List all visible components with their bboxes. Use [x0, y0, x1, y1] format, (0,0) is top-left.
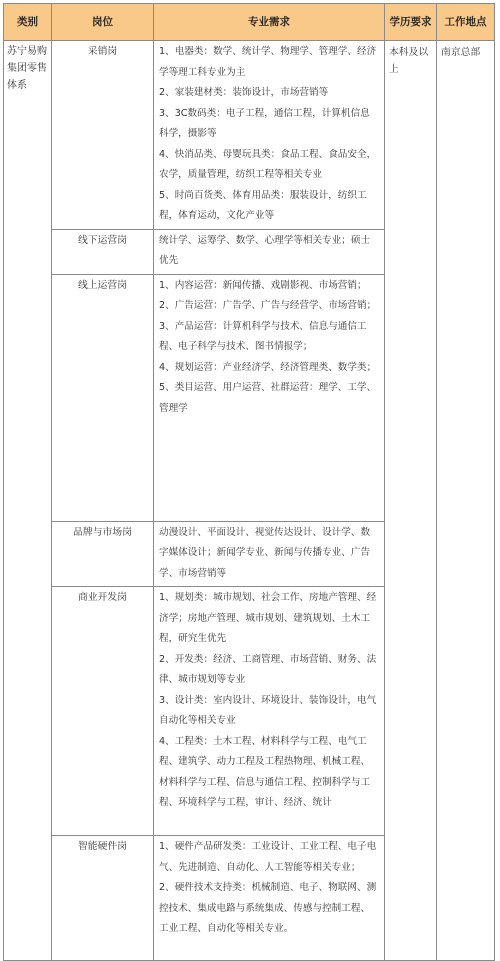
requirement-line: 动漫设计、平面设计、视觉传达设计、设计学、数字媒体设计；新闻学专业、新闻与传播专业、广告学、市场营销等 [159, 526, 371, 579]
table-body [4, 41, 495, 961]
position-cell: 线下运营岗 [52, 229, 154, 274]
requirement-line: 2、开发类：经济、工商管理、市场营销、财务、法律、城市规划等专业 [159, 653, 377, 685]
requirements-cell [154, 587, 385, 836]
header-position: 岗位 [52, 4, 154, 41]
requirement-line: 2、硬件技术支持类：机械制造、电子、物联网、测控技术、集成电路与系统集成、传感与控制工程、工业工程、自动化等相关专业。 [159, 882, 377, 934]
requirement-line: 1、规划类：城市规划、社会工作、房地产管理、经济学；房地产管理、城市规划、建筑规划、土木工程，研究生优先 [159, 592, 377, 644]
requirements-cell [154, 521, 385, 587]
requirements-cell [154, 274, 385, 521]
header-education: 学历要求 [385, 4, 437, 41]
requirements-cell [154, 229, 385, 274]
requirement-line: 1、内容运营：新闻传播、戏剧影视、市场营销； [159, 279, 367, 291]
requirement-line: 2、广告运营：广告学、广告与经营学、市场营销； [159, 300, 377, 311]
header-location: 工作地点 [437, 4, 495, 41]
requirement-line: 5、时尚百货类、体育用品类：服装设计，纺织工程，体育运动，文化产业等 [159, 189, 367, 221]
requirement-line: 3、设计类：室内设计、环境设计、装饰设计，电气自动化等相关专业 [159, 694, 377, 726]
position-cell: 品牌与市场岗 [52, 521, 154, 587]
position-cell: 采销岗 [52, 41, 154, 230]
requirement-line: 3、3C数码类：电子工程，通信工程，计算机信息科学，摄影等 [159, 107, 370, 139]
header-requirements: 专业需求 [154, 4, 385, 41]
requirement-line: 统计学、运筹学、数学、心理学等相关专业；硕士优先 [159, 234, 371, 266]
requirement-line: 1、电器类：数学、统计学、物理学、管理学、经济学等理工科专业为主 [159, 46, 377, 78]
requirement-line: 5、类目运营、用户运营、社群运营：理学、工学、管理学 [159, 382, 377, 414]
location-cell: 南京总部 [437, 41, 495, 961]
table-row [4, 41, 495, 230]
category-cell: 苏宁易购集团零售体系 [4, 41, 52, 961]
recruitment-table [3, 3, 495, 961]
requirement-line: 4、快消品类、母婴玩具类：食品工程、食品安全，农学，质量管理，纺织工程等相关专业 [159, 148, 377, 180]
position-cell: 智能硬件岗 [52, 836, 154, 961]
header-row [4, 4, 495, 41]
requirements-cell [154, 836, 385, 961]
position-cell: 线上运营岗 [52, 274, 154, 521]
position-cell: 商业开发岗 [52, 587, 154, 836]
requirement-line: 1、硬件产品研发类：工业设计、工业工程、电子电气、先进制造、自动化、人工智能等相关专业； [159, 841, 377, 873]
requirement-line: 3、产品运营：计算机科学与技术、信息与通信工程、电子科学与技术、图书情报学； [159, 320, 367, 352]
education-cell: 本科及以上 [385, 41, 437, 961]
requirements-cell [154, 41, 385, 230]
header-category: 类别 [4, 4, 52, 41]
requirement-line: 2、家装建材类：装饰设计，市场营销等 [159, 87, 329, 98]
requirement-line: 4、工程类：土木工程、材料科学与工程、电气工程、建筑学、动力工程及工程热物理、机械工程、材料科学与工程、信息与通信工程、控制科学与工程、环境科学与工程，审计、经济、统计 [159, 735, 371, 808]
requirement-line: 4、规划运营：产业经济学、经济管理类、数学类； [159, 361, 377, 373]
